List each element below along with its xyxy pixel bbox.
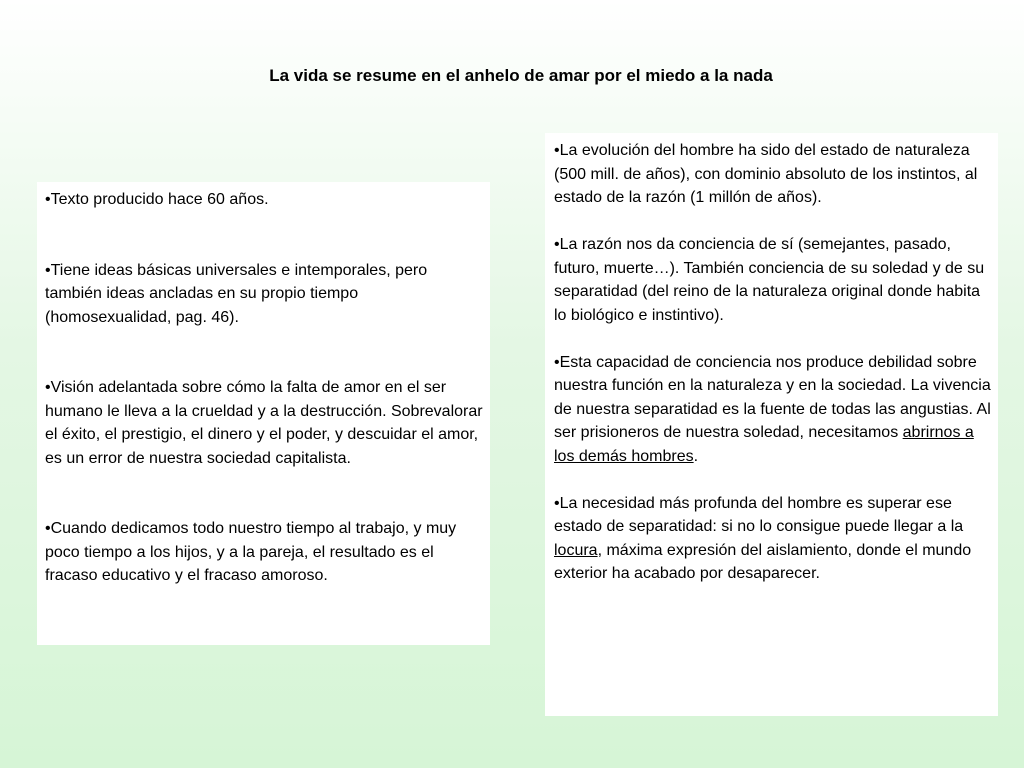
left-paragraph-4: •Cuando dedicamos todo nuestro tiempo al trabajo, y muy poco tiempo a los hijos, y a la pareja, el resultado es el fracaso educativo y el fracaso amoroso. (45, 520, 457, 584)
slide-title: La vida se resume en el anhelo de amar por el miedo a la nada (269, 66, 773, 85)
left-paragraph-1: •Texto producido hace 60 años. (45, 191, 269, 208)
right-paragraph-4-text: •La necesidad más profunda del hombre es superar ese estado de separatidad: si no lo consigue puede llegar a la (554, 494, 964, 535)
right-paragraph-2: •La razón nos da conciencia de sí (semejantes, pasado, futuro, muerte…). También conciencia de su soledad y de su separatidad (del reino de la naturaleza original donde habita lo biológico e instintivo). (554, 236, 985, 324)
left-text-box (37, 182, 490, 645)
right-paragraph-3 (554, 351, 994, 469)
right-paragraph-4-end: , máxima expresión del aislamiento, donde el mundo exterior ha acabado por desaparecer. (554, 541, 972, 582)
right-paragraph-3-text: •Esta capacidad de conciencia nos produce debilidad sobre nuestra función en la naturaleza y en la sociedad. La vivencia de nuestra separatidad es la fuente de todas las angustias. Al ser prisioneros de nuestra soledad, necesitamos (554, 353, 991, 441)
underlined-word-locura: locura (554, 541, 598, 559)
left-paragraph-2: •Tiene ideas básicas universales e intemporales, pero también ideas ancladas en su propio tiempo (homosexualidad, pag. 46). (45, 261, 428, 326)
right-paragraph-4 (554, 492, 994, 586)
right-paragraph-1: •La evolución del hombre ha sido del estado de naturaleza (500 mill. de años), con dominio absoluto de los instintos, al estado de la razón (1 millón de años). (554, 142, 978, 206)
right-text-box (545, 133, 998, 716)
left-paragraph-3: •Visión adelantada sobre cómo la falta de amor en el ser humano le lleva a la crueldad y a la destrucción. Sobrevalorar el éxito, el prestigio, el dinero y el poder, y descuidar el amor, es un error de nuestra sociedad capitalista. (45, 379, 483, 467)
underlined-phrase-abrirnos: abrirnos a los demás hombres (554, 424, 974, 465)
right-paragraph-3-end: . (693, 447, 699, 465)
